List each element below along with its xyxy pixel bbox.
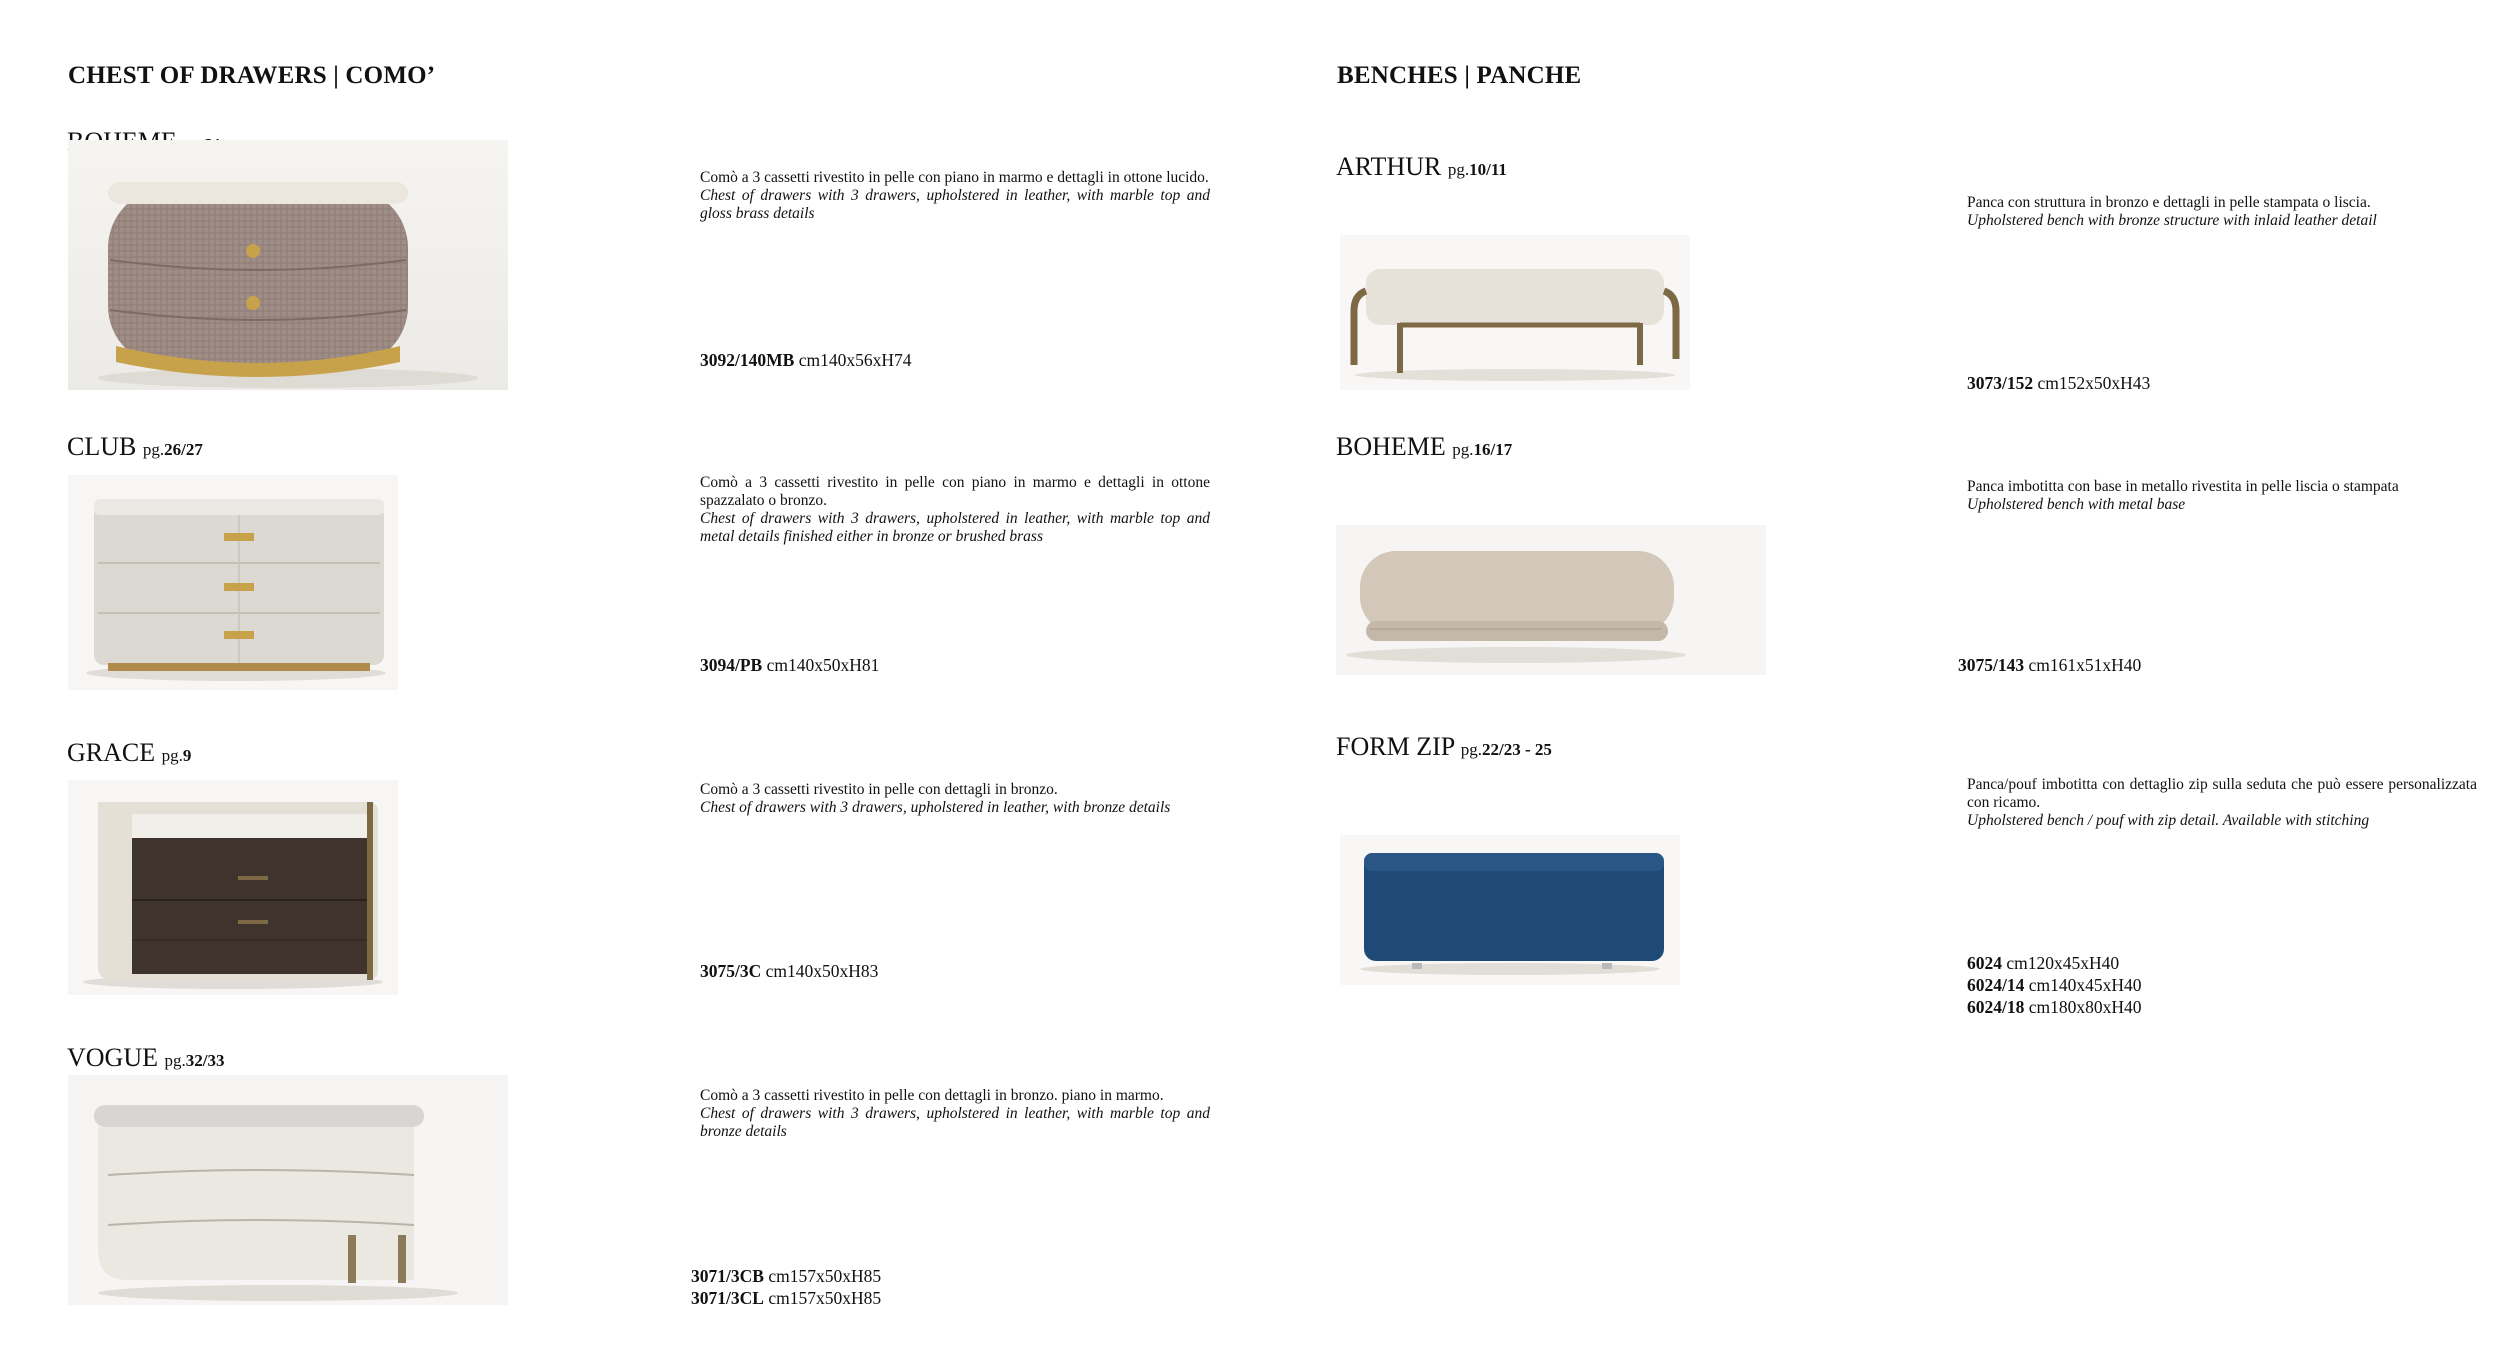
product-name: ARTHUR (1336, 152, 1442, 181)
code-row (691, 1287, 881, 1309)
product-name-form-zip (1336, 732, 1552, 762)
description-italian: Panca con struttura in bronzo e dettagli in pelle stampata o liscia. (1967, 194, 2371, 211)
product-code: 3071/3CB (691, 1266, 764, 1286)
product-name-boheme-bench (1336, 432, 1512, 462)
boheme-chest-codes (700, 349, 911, 371)
product-code: 6024/18 (1967, 997, 2025, 1017)
arthur-codes (1967, 372, 2150, 394)
product-name: VOGUE (67, 1043, 158, 1072)
product-name-arthur (1336, 152, 1507, 182)
product-dimensions: cm157x50xH85 (768, 1266, 882, 1286)
vogue-description (700, 1087, 1210, 1141)
description-italian: Comò a 3 cassetti rivestito in pelle con piano in marmo e dettagli in ottone lucido. (700, 169, 1209, 186)
page-label: pg. (164, 1051, 186, 1070)
product-name: FORM ZIP (1336, 732, 1455, 761)
code-row (1967, 974, 2142, 996)
product-code: 6024 (1967, 953, 2002, 973)
description-italian: Comò a 3 cassetti rivestito in pelle con dettagli in bronzo. (700, 781, 1058, 798)
page-number: 22/23 - 25 (1481, 740, 1552, 759)
grace-codes (700, 960, 878, 982)
product-code: 3073/152 (1967, 373, 2034, 393)
club-codes (700, 654, 879, 676)
code-row (700, 960, 878, 982)
vogue-codes (691, 1265, 881, 1309)
description-english: Upholstered bench / pouf with zip detail. Available with stitching (1967, 812, 2370, 829)
product-code: 6024/14 (1967, 975, 2025, 995)
description-italian: Comò a 3 cassetti rivestito in pelle con dettagli in bronzo. piano in marmo. (700, 1087, 1164, 1104)
product-dimensions: cm180x80xH40 (2028, 997, 2142, 1017)
product-dimensions: cm140x50xH81 (766, 655, 880, 675)
code-row (700, 654, 879, 676)
product-code: 3075/143 (1958, 655, 2025, 675)
grace-chest-image (68, 780, 398, 995)
code-row (691, 1265, 881, 1287)
product-name-club (67, 432, 203, 462)
form-zip-description (1967, 776, 2477, 830)
product-dimensions: cm120x45xH40 (2006, 953, 2120, 973)
boheme-chest-image (68, 140, 508, 390)
page-number: 9 (182, 746, 192, 765)
code-row (1958, 654, 2141, 676)
boheme-bench-codes (1958, 654, 2141, 676)
page-label: pg. (1460, 740, 1482, 759)
product-name: CLUB (67, 432, 137, 461)
code-row (700, 349, 911, 371)
boheme-bench-description (1967, 478, 2477, 514)
description-italian: Comò a 3 cassetti rivestito in pelle con piano in marmo e dettagli in ottone spazzalato o bronzo. (700, 474, 1210, 509)
page-label: pg. (142, 440, 165, 459)
product-dimensions: cm140x45xH40 (2028, 975, 2142, 995)
page-label: pg. (1452, 440, 1474, 459)
page-number: 32/33 (185, 1051, 225, 1070)
description-english: Chest of drawers with 3 drawers, upholstered in leather, with marble top and gloss brass details (700, 187, 1210, 222)
product-name: BOHEME (1336, 432, 1446, 461)
club-chest-image (68, 475, 398, 690)
form-zip-pouf-image (1340, 835, 1680, 985)
boheme-bench-image (1336, 525, 1766, 675)
description-english: Chest of drawers with 3 drawers, upholstered in leather, with marble top and bronze details (700, 1105, 1210, 1140)
grace-description (700, 781, 1210, 817)
product-dimensions: cm152x50xH43 (2037, 373, 2151, 393)
arthur-description (1967, 194, 2477, 230)
product-dimensions: cm140x56xH74 (798, 350, 912, 370)
code-row (1967, 372, 2150, 394)
chest-of-drawers-title: CHEST OF DRAWERS | COMO’ (68, 62, 436, 89)
description-italian: Panca imbotitta con base in metallo rivestita in pelle liscia o stampata (1967, 478, 2399, 495)
product-dimensions: cm157x50xH85 (768, 1288, 882, 1308)
description-italian: Panca/pouf imbotitta con dettaglio zip sulla seduta che può essere personalizzata con ricamo. (1967, 776, 2477, 811)
product-name: GRACE (67, 738, 156, 767)
page-number: 10/11 (1469, 160, 1507, 179)
page-label: pg. (1447, 160, 1470, 179)
description-english: Upholstered bench with metal base (1967, 496, 2186, 513)
description-english: Chest of drawers with 3 drawers, upholstered in leather, with marble top and metal details finished either in bronze or brushed brass (700, 510, 1210, 545)
product-code: 3092/140MB (700, 350, 795, 370)
product-code: 3094/PB (700, 655, 763, 675)
page-label: pg. (161, 746, 183, 765)
product-dimensions: cm161x51xH40 (2028, 655, 2142, 675)
product-code: 3071/3CL (691, 1288, 764, 1308)
club-description (700, 474, 1210, 546)
benches-title: BENCHES | PANCHE (1337, 62, 1582, 89)
code-row (1967, 996, 2142, 1018)
boheme-chest-description (700, 169, 1210, 223)
product-name-vogue (67, 1043, 224, 1073)
description-english: Chest of drawers with 3 drawers, upholstered in leather, with bronze details (700, 799, 1171, 816)
page-number: 16/17 (1473, 440, 1513, 459)
product-code: 3075/3C (700, 961, 762, 981)
arthur-bench-image (1340, 235, 1690, 390)
code-row (1967, 952, 2142, 974)
description-english: Upholstered bench with bronze structure with inlaid leather detail (1967, 212, 2377, 229)
product-name-grace (67, 738, 191, 768)
form-zip-codes (1967, 952, 2142, 1018)
vogue-chest-image (68, 1075, 508, 1305)
page-number: 26/27 (164, 440, 203, 459)
product-dimensions: cm140x50xH83 (765, 961, 879, 981)
